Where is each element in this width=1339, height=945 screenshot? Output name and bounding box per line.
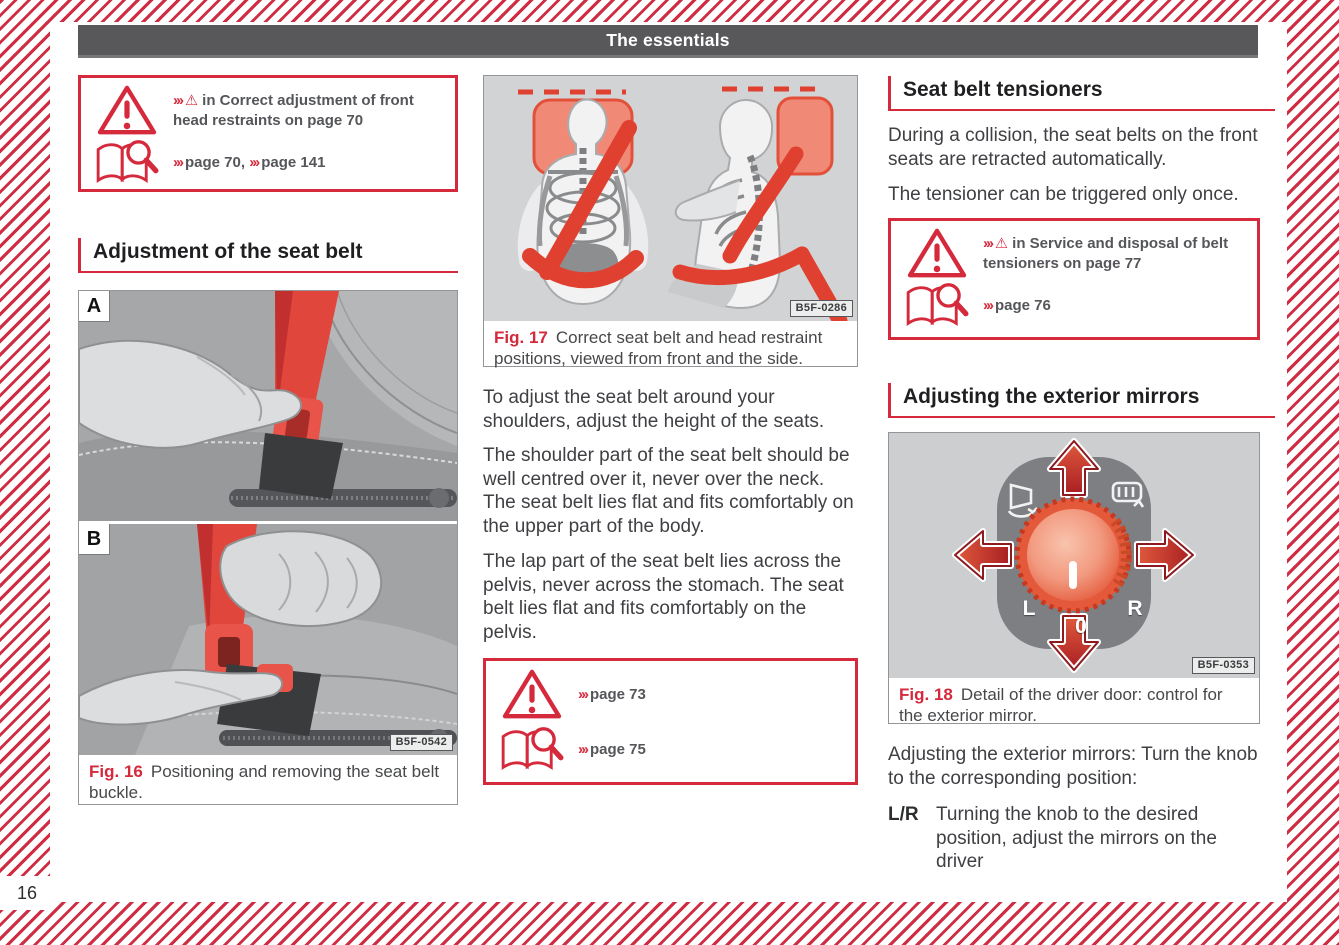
definition-lr	[888, 803, 1260, 874]
chevrons: ›››	[983, 297, 992, 314]
ref-row	[81, 138, 455, 188]
figure-17-caption	[484, 321, 857, 377]
knob-position-right: R	[1127, 597, 1143, 620]
figure-16	[78, 290, 458, 805]
figure-16-caption	[79, 755, 457, 811]
ref-box-belt-tensioners	[888, 218, 1260, 340]
chevrons: ›››	[173, 92, 182, 109]
book-magnifier-icon	[486, 725, 578, 775]
ref-text	[983, 234, 1257, 274]
figure-18-caption-label: Fig. 18	[899, 685, 953, 704]
ref-label: page 73	[590, 686, 646, 704]
mirror-control-knob-illustration	[889, 433, 1259, 678]
chapter-title: The essentials	[606, 29, 730, 50]
figure-17-caption-text: Correct seat belt and head restraint positions, viewed from front and the side.	[494, 328, 823, 368]
figure-18-caption	[889, 678, 1259, 734]
paragraph-turn-knob: Adjusting the exterior mirrors: Turn the knob to the corresponding position:	[888, 744, 1258, 789]
warning-icon: ⚠	[995, 236, 1008, 252]
definition-term: L/R	[888, 804, 919, 825]
chevrons: ›››	[578, 740, 587, 758]
figure-16-caption-text: Positioning and removing the seat belt buckle.	[89, 762, 440, 802]
chevrons: ›››	[249, 154, 259, 171]
figure-16-image-a	[79, 291, 457, 521]
image-label-a: A	[79, 291, 110, 322]
knob-position-zero: 0	[1075, 615, 1087, 638]
image-code: B5F-0353	[1192, 657, 1255, 674]
ref-row	[486, 725, 855, 775]
chevrons: ›››	[173, 154, 182, 171]
figure-16-image-b	[79, 524, 457, 755]
paragraph-tensioner-once: The tensioner can be triggered only once.	[888, 184, 1239, 205]
paragraph-shoulder-part: The shoulder part of the seat belt should be well centred over it, never over the neck. The seat belt lies flat and fits comfortably on the upper part of the body.	[483, 445, 854, 537]
figure-17	[483, 75, 858, 367]
heading-seat-belt-tensioners: Seat belt tensioners	[888, 76, 1275, 111]
page-number: 16	[0, 876, 54, 910]
ref-text	[173, 153, 335, 173]
figure-17-caption-label: Fig. 17	[494, 328, 548, 347]
figure-18-caption-text: Detail of the driver door: control for the exterior mirror.	[899, 685, 1223, 725]
ref-row	[486, 668, 855, 722]
image-code: B5F-0542	[390, 734, 453, 751]
seat-belt-position-illustration	[484, 76, 857, 321]
warning-triangle-icon	[891, 227, 983, 281]
warning-triangle-icon	[486, 668, 578, 722]
paragraph-collision: During a collision, the seat belts on the front seats are retracted automatically.	[888, 125, 1258, 170]
ref-label: in Correct adjustment of front head restraints on page 70	[173, 92, 414, 129]
image-code: B5F-0286	[790, 300, 853, 317]
seat-belt-buckle-insert-illustration	[79, 291, 457, 521]
heading-adjustment-of-seat-belt: Adjustment of the seat belt	[78, 238, 458, 273]
heading-adjusting-exterior-mirrors: Adjusting the exterior mirrors	[888, 383, 1275, 418]
definition-text: Turning the knob to the desired position, adjust the mirrors on the driver	[936, 804, 1217, 872]
warning-triangle-icon	[81, 84, 173, 138]
figure-17-image	[484, 76, 857, 321]
ref-text	[578, 740, 656, 760]
chapter-header-bar	[78, 25, 1258, 58]
ref-box-seat-belt-pages	[483, 658, 858, 785]
ref-box-head-restraints	[78, 75, 458, 192]
ref-label: page 141	[261, 154, 326, 171]
seat-belt-buckle-release-illustration	[79, 524, 457, 755]
ref-row	[891, 227, 1257, 281]
ref-label: in Service and disposal of belt tensioners on page 77	[983, 235, 1229, 272]
ref-label: page 70,	[185, 154, 246, 171]
chevrons: ›››	[578, 686, 587, 704]
ref-row	[891, 281, 1257, 331]
figure-18	[888, 432, 1260, 724]
ref-text	[578, 685, 656, 705]
ref-row	[81, 84, 455, 138]
knob-position-left: L	[1022, 597, 1036, 620]
book-magnifier-icon	[891, 281, 983, 331]
ref-text	[983, 296, 1061, 316]
page-content	[50, 22, 1287, 902]
image-label-b: B	[79, 524, 110, 555]
paragraph-adjust-shoulders: To adjust the seat belt around your shoulders, adjust the height of the seats.	[483, 387, 825, 432]
ref-label: page 75	[590, 740, 646, 758]
book-magnifier-icon	[81, 138, 173, 188]
paragraph-lap-part: The lap part of the seat belt lies across the pelvis, never across the stomach. The seat belt lies flat and fits comfortably on the pelvis.	[483, 551, 844, 643]
chevrons: ›››	[983, 235, 992, 252]
figure-18-image	[889, 433, 1259, 678]
ref-label: page 76	[995, 297, 1051, 314]
warning-icon: ⚠	[185, 93, 198, 109]
ref-text	[173, 91, 455, 131]
figure-16-caption-label: Fig. 16	[89, 762, 143, 781]
